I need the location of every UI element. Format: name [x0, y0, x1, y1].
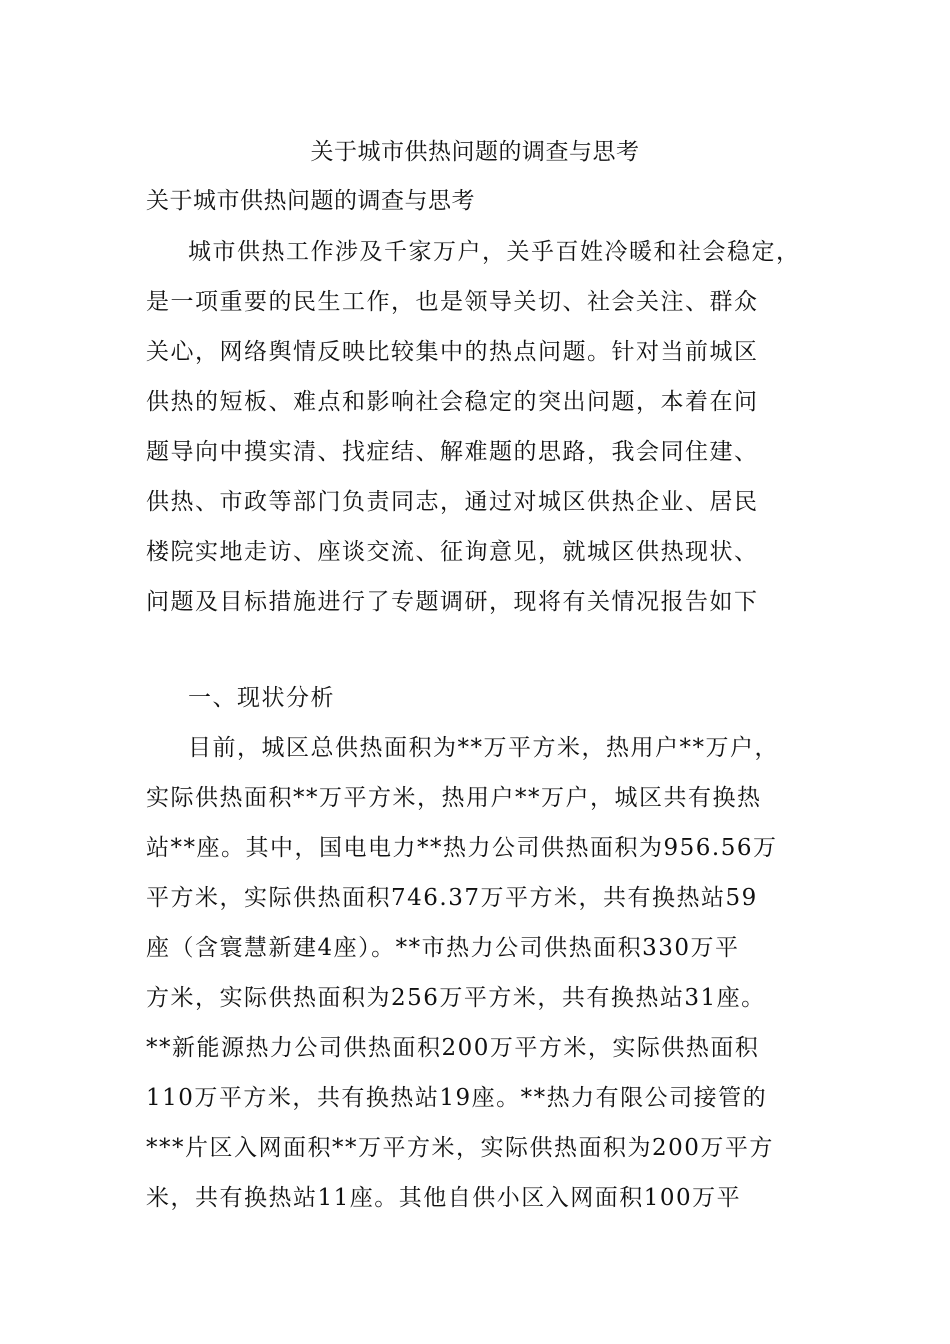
- document-subtitle: 关于城市供热问题的调查与思考: [146, 188, 475, 214]
- paragraph-line: 是一项重要的民生工作，也是领导关切、社会关注、群众: [146, 289, 759, 315]
- section-heading: 一、现状分析: [188, 685, 335, 711]
- paragraph-line: 座（含寰慧新建4座）。**市热力公司供热面积330万平: [146, 935, 740, 961]
- paragraph-line: 城市供热工作涉及千家万户，关乎百姓冷暖和社会稳定，: [188, 239, 801, 265]
- paragraph-line: 楼院实地走访、座谈交流、征询意见，就城区供热现状、: [146, 539, 759, 565]
- paragraph-line: 供热、市政等部门负责同志，通过对城区供热企业、居民: [146, 489, 759, 515]
- paragraph-line: 方米，实际供热面积为256万平方米，共有换热站31座。: [146, 985, 766, 1011]
- paragraph-line: ***片区入网面积**万平方米，实际供热面积为200万平方: [146, 1135, 774, 1161]
- paragraph-line: **新能源热力公司供热面积200万平方米，实际供热面积: [146, 1035, 760, 1061]
- paragraph-line: 平方米，实际供热面积746.37万平方米，共有换热站59: [146, 885, 758, 911]
- paragraph-line: 题导向中摸实清、找症结、解难题的思路，我会同住建、: [146, 439, 759, 465]
- document-title: 关于城市供热问题的调查与思考: [310, 139, 640, 165]
- paragraph-line: 问题及目标措施进行了专题调研，现将有关情况报告如下: [146, 589, 759, 615]
- paragraph-line: 米，共有换热站11座。其他自供小区入网面积100万平: [146, 1185, 742, 1211]
- paragraph-line: 关心，网络舆情反映比较集中的热点问题。针对当前城区: [146, 339, 759, 365]
- paragraph-line: 供热的短板、难点和影响社会稳定的突出问题，本着在问: [146, 389, 759, 415]
- paragraph-line: 目前，城区总供热面积为**万平方米，热用户**万户，: [188, 735, 779, 761]
- paragraph-line: 实际供热面积**万平方米，热用户**万户，城区共有换热: [146, 785, 762, 811]
- paragraph-line: 站**座。其中，国电电力**热力公司供热面积为956.56万: [146, 835, 778, 861]
- paragraph-line: 110万平方米，共有换热站19座。**热力有限公司接管的: [146, 1085, 768, 1111]
